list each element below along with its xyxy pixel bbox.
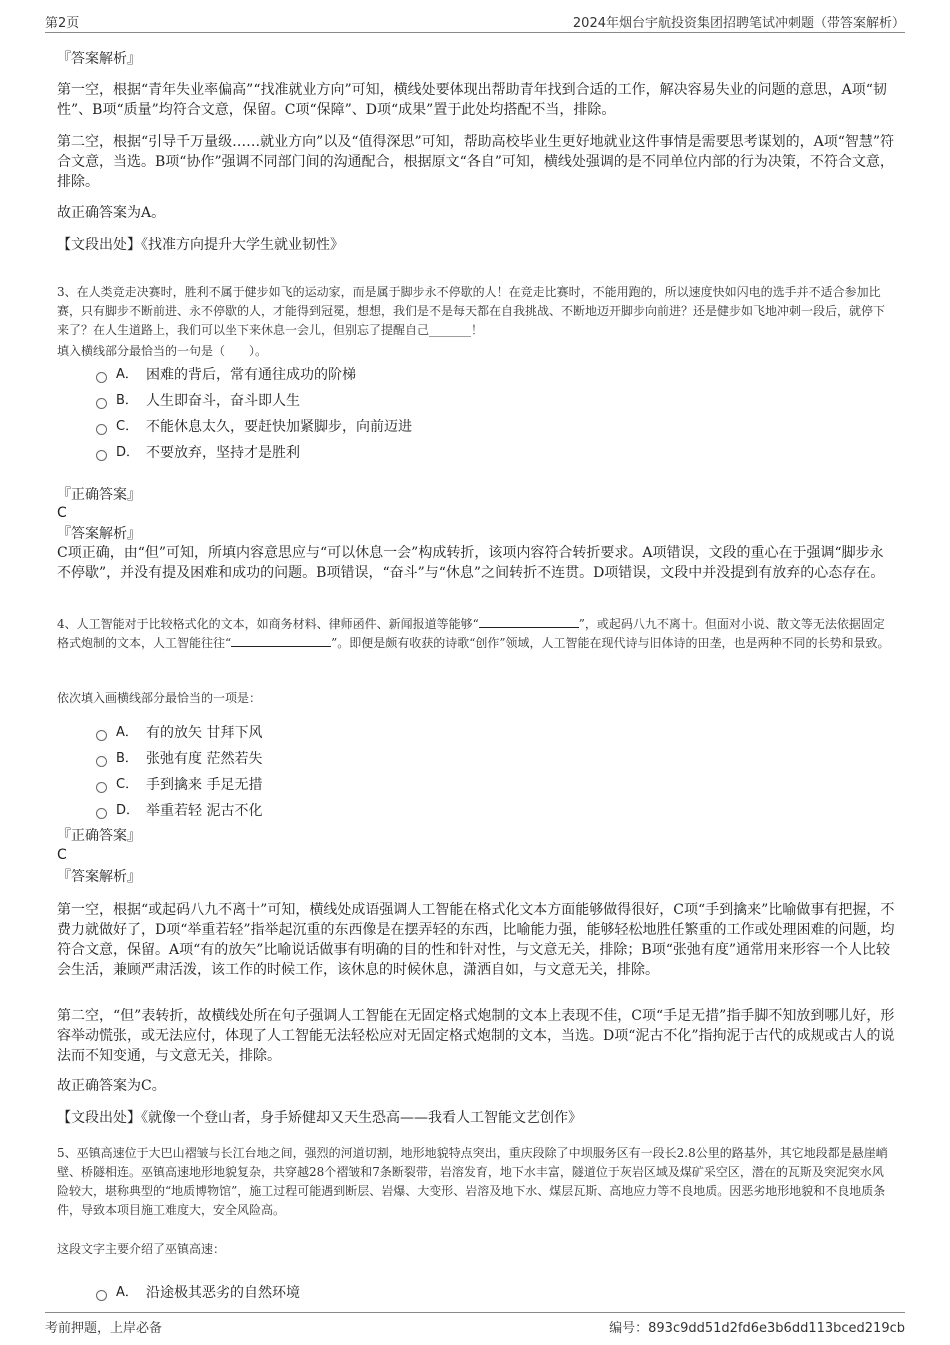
q2-analysis-p2: 第二空，根据“引导千万量级……就业方向”以及“值得深思”可知，帮助高校毕业生更好地就业这件事情是需要思考谋划的，A项“智慧”符合文意，当选。B项“协作”强调不同部门间的沟通配合，根据原文“各自”可知，横线处强调的是不同单位内部的行为决策，不符合文意，排除。: [57, 134, 895, 190]
q3-answer: C: [57, 505, 67, 521]
q4-analysis-p2: 第二空，“但”表转折，故横线处所在句子强调人工智能在无固定格式炮制的文本上表现不佳，C项“手足无措”指手脚不知放到哪儿好，形容举动慌张，或无法应付，体现了人工智能无法轻松应对无固定格式炮制的文本，当选。D项“泥古不化”指拘泥于古代的成规或古人的说法而不知变通，与文意无关，排除。: [57, 1008, 895, 1064]
q3-ask: 填入横线部分最恰当的一句是（ ）。: [57, 344, 268, 358]
q4-source: 【文段出处】《就像一个登山者，身手矫健却又天生恐高——我看人工智能文艺创作》: [57, 1110, 582, 1126]
q4-analysis-p1: 第一空，根据“或起码八九不离十”可知，横线处成语强调人工智能在格式化文本方面能够做得很好，C项“手到擒来”比喻做事有把握，不费力就做好了，D项“举重若轻”指举起沉重的东西像是在摆弄轻的东西，比喻能力强，能够轻松地胜任繁重的工作或处理困难的问题，均符合文意，保留。A项“有的放矢”比喻说话做事有明确的目的性和针对性，与文意无关，排除；B项“张弛有度”通常用来形容一个人比较会生活，兼顾严肃活泼，该工作的时候工作，该休息的时候休息，潇洒自如，与文意无关，排除。: [57, 902, 895, 978]
q3-option-d[interactable]: D． 不要放弃，坚持才是胜利: [96, 444, 300, 462]
q3-option-b[interactable]: B． 人生即奋斗，奋斗即人生: [96, 392, 300, 410]
q3-option-c[interactable]: C． 不能休息太久，要赶快加紧脚步，向前迈进: [96, 418, 412, 436]
option-text: 张弛有度 茫然若失: [146, 751, 263, 767]
blank-1: [479, 615, 579, 628]
q4-option-b[interactable]: B． 张弛有度 茫然若失: [96, 750, 262, 768]
option-text: 人生即奋斗，奋斗即人生: [146, 393, 300, 409]
q3-correct-label: 『正确答案』: [57, 487, 141, 503]
radio-icon[interactable]: [96, 450, 107, 461]
option-text: 困难的背后，常有通往成功的阶梯: [146, 367, 356, 383]
radio-icon[interactable]: [96, 398, 107, 409]
q4-answer: C: [57, 847, 67, 863]
page-footer: [45, 1312, 905, 1337]
radio-icon[interactable]: [96, 424, 107, 435]
q5-stem: 5、巫镇高速位于大巴山褶皱与长江台地之间，强烈的河道切割，地形地貌特点突出，重庆段除了中坝服务区有一段长2.8公里的路基外，其它地段都是悬崖峭壁、桥隧相连。巫镇高速地形地貌复杂，共穿越28个褶皱和7条断裂带，岩溶发育，地下水丰富，隧道位于灰岩区域及煤矿采空区，潜在的瓦斯及突泥突水风险较大，堪称典型的“地质博物馆”，施工过程可能遇到断层、岩爆、大变形、岩溶及地下水、煤层瓦斯、高地应力等不良地质。因恶劣地形地貌和不良地质条件，导致本项目施工难度大，安全风险高。: [57, 1146, 888, 1217]
q3-analysis: C项正确，由“但”可知，所填内容意思应与“可以休息一会”构成转折，该项内容符合转折要求。A项错误，文段的重心在于强调“脚步永不停歇”，并没有提及困难和成功的问题。B项错误，“奋斗”与“休息”之间转折不连贯。D项错误，文段中并没提到有放弃的心态存在。: [57, 545, 885, 581]
option-text: 举重若轻 泥古不化: [146, 803, 263, 819]
q4-conclusion: 故正确答案为C。: [57, 1078, 166, 1094]
page-header: [45, 10, 905, 33]
q4-correct-label: 『正确答案』: [57, 828, 141, 844]
option-text: 手到擒来 手足无措: [146, 777, 263, 793]
q5-ask: 这段文字主要介绍了巫镇高速：: [57, 1242, 226, 1256]
radio-icon[interactable]: [96, 730, 107, 741]
q2-analysis-label: 『答案解析』: [57, 51, 141, 67]
q2-source: 【文段出处】《找准方向提升大学生就业韧性》: [57, 237, 344, 253]
q4-ask: 依次填入画横线部分最恰当的一项是：: [57, 691, 262, 705]
option-text: 有的放矢 甘拜下风: [146, 725, 263, 741]
q2-conclusion: 故正确答案为A。: [57, 205, 166, 221]
q4-option-d[interactable]: D． 举重若轻 泥古不化: [96, 802, 262, 820]
q4-option-a[interactable]: A． 有的放矢 甘拜下风: [96, 724, 262, 742]
radio-icon[interactable]: [96, 372, 107, 383]
q3-option-a[interactable]: A． 困难的背后，常有通往成功的阶梯: [96, 366, 356, 384]
radio-icon[interactable]: [96, 782, 107, 793]
q3-stem: 3、在人类竞走决赛时，胜利不属于健步如飞的运动家，而是属于脚步永不停歇的人！在竞走比赛时，不能用跑的，所以速度快如闪电的选手并不适合参加比赛，只有脚步不断前进、永不停歇的人，才能得到冠冕，想想，我们是不是每天都在自我挑战、不断地迈开脚步向前进？还是健步如飞地冲刺一段后，就停下来了？在人生道路上，我们可以坐下来休息一会儿，但别忘了提醒自己_______！: [57, 285, 886, 337]
q5-option-a[interactable]: A． 沿途极其恶劣的自然环境: [96, 1284, 300, 1302]
footer-slogan: 考前押题，上岸必备: [45, 1321, 163, 1336]
footer-serial: 编号：893c9dd51d2fd6e3b6dd113bced219cb: [609, 1321, 905, 1336]
option-text: 不要放弃，坚持才是胜利: [146, 445, 300, 461]
document-title: 2024年烟台宇航投资集团招聘笔试冲刺题（带答案解析）: [572, 16, 905, 31]
q4-option-c[interactable]: C． 手到擒来 手足无措: [96, 776, 262, 794]
page-number: 第2页: [45, 16, 80, 31]
radio-icon[interactable]: [96, 1290, 107, 1301]
radio-icon[interactable]: [96, 756, 107, 767]
option-text: 不能休息太久，要赶快加紧脚步，向前迈进: [146, 419, 412, 435]
option-text: 沿途极其恶劣的自然环境: [146, 1285, 300, 1301]
q2-analysis-p1: 第一空，根据“青年失业率偏高”“找准就业方向”可知，横线处要体现出帮助青年找到合适的工作，解决容易失业的问题的意思，A项“韧性”、B项“质量”均符合文意，保留。C项“保障”、D项“成果”置于此处均搭配不当，排除。: [57, 82, 887, 118]
q4-stem: 4、人工智能对于比较格式化的文本，如商务材料、律师函件、新闻报道等能够“ ”，或起码八九不离十。但面对小说、散文等无法依据固定格式炮制的文本，人工智能往往“ ”。即便是颇有收获的诗歌“创作”领域，人工智能在现代诗与旧体诗的田垄，也是两种不同的长势和景致。: [57, 617, 890, 650]
blank-2: [231, 634, 331, 647]
q3-analysis-label: 『答案解析』: [57, 526, 141, 542]
radio-icon[interactable]: [96, 808, 107, 819]
q4-analysis-label: 『答案解析』: [57, 869, 141, 885]
